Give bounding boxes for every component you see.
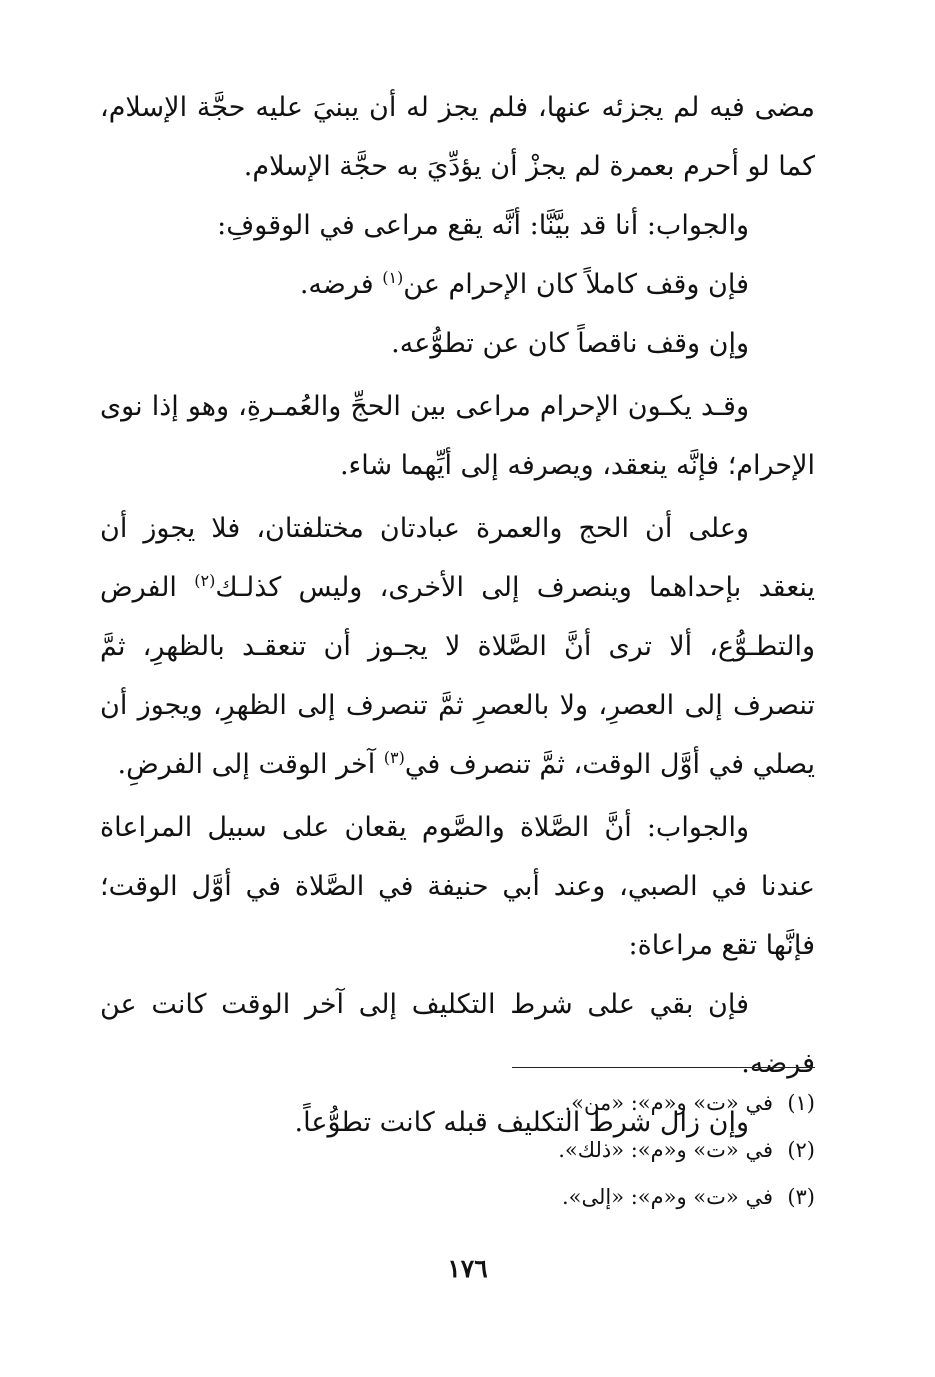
- paragraph-6: [100, 499, 815, 794]
- footnote-ref-2: (٢): [194, 571, 216, 590]
- footnote-2: [415, 1127, 815, 1174]
- paragraph-5: وقـد يكـون الإحرام مراعى بين الحجِّ والعُمـرةِ، وهو إذا نوى الإحرام؛ فإنَّه ينعقد، ويصرفه إلى أيِّهما شاء.: [100, 391, 815, 481]
- footnote-3: [415, 1174, 815, 1221]
- paragraph-4: وإن وقف ناقصاً كان عن تطوُّعه.: [391, 328, 749, 359]
- footnote-number: (٣): [787, 1185, 815, 1209]
- main-text: [100, 78, 815, 1152]
- footnote-ref-3: (٣): [383, 748, 405, 767]
- footnote-ref-1: (١): [382, 268, 404, 287]
- paragraph-1: مضى فيه لم يجزئه عنها، فلم يجز له أن يبنيَ عليه حجَّة الإسلام، كما لو أحرم بعمرة لم يجزْ أن يؤدِّيَ به حجَّة الإسلام.: [100, 92, 815, 182]
- paragraph-8: فإن بقي على شرط التكليف إلى آخر الوقت كانت عن فرضه.: [100, 989, 815, 1079]
- footnotes: [415, 1080, 815, 1221]
- paragraph-6-text-c: آخر الوقت إلى الفرضِ.: [117, 749, 384, 780]
- paragraph-7: والجواب: أنَّ الصَّلاة والصَّوم يقعان على سبيل المراعاة عندنا في الصبي، وعند أبي حنيفة في الصَّلاة في أوَّل الوقت؛ فإنَّها تقع مراعاة:: [100, 812, 815, 961]
- page-number: ١٧٦: [447, 1254, 488, 1283]
- paragraph-3: [100, 255, 815, 314]
- paragraph-6-text-a: وعلى أن الحج والعمرة عبادتان مختلفتان، فلا يجوز أن ينعقد بإحداهما وينصرف إلى الأخرى، وليس كذلـك: [100, 513, 816, 603]
- footnote-1: [415, 1080, 815, 1127]
- footnote-text: في «ت» و«م»: «ذلك».: [558, 1138, 773, 1162]
- footnote-number: (٢): [787, 1138, 815, 1162]
- footnote-text: في «ت» و«م»: «من».: [564, 1091, 773, 1115]
- footnote-divider: [512, 1067, 815, 1068]
- paragraph-6-text-b: الفرض والتطـوُّع، ألا ترى أنَّ الصَّلاة لا يجـوز أن تنعقـد بالظهرِ، ثمَّ تنصرف إلى العصرِ، ولا بالعصرِ ثمَّ تنصرف إلى الظهرِ، ويجوز أن يصلي في أوَّل الوقت، ثمَّ تنصرف في: [100, 572, 815, 780]
- footnote-text: في «ت» و«م»: «إلى».: [561, 1185, 773, 1209]
- footnote-number: (١): [787, 1091, 815, 1115]
- paragraph-2: والجواب: أنا قد بيَّنَّا: أنَّه يقع مراعى في الوقوفِ:: [217, 210, 749, 241]
- paragraph-9: وإن زال شرط التكليف قبله كانت تطوُّعاً.: [294, 1107, 749, 1138]
- paragraph-3-text-b: فرضه.: [299, 269, 383, 300]
- paragraph-3-text-a: فإن وقف كاملاً كان الإحرام عن: [403, 269, 749, 300]
